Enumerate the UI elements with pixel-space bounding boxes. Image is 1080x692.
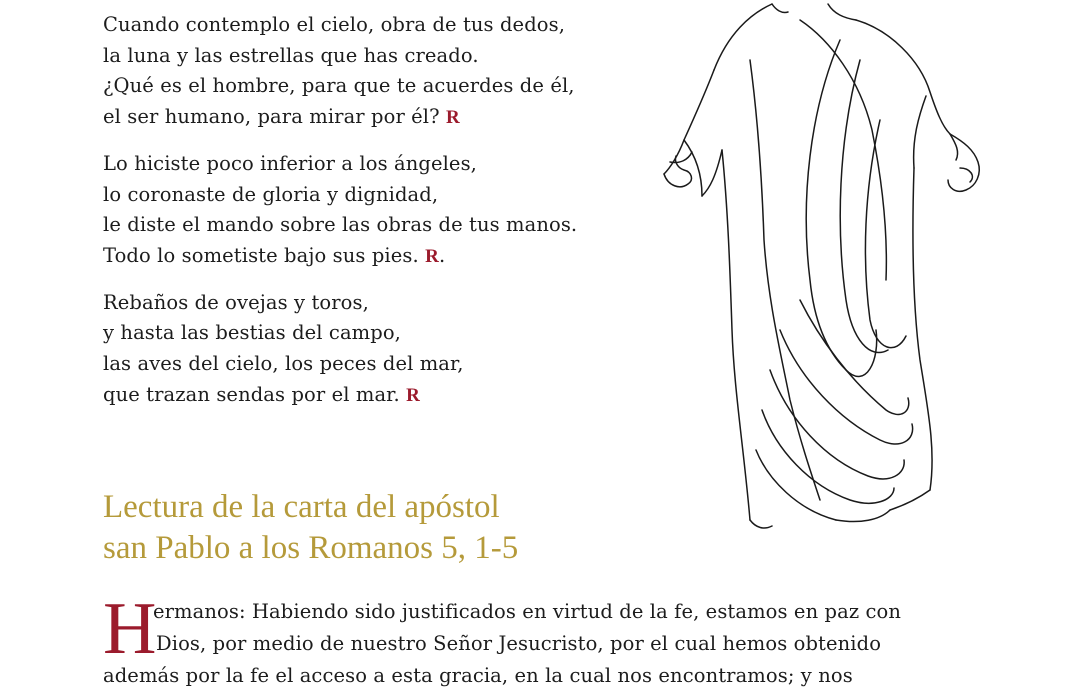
psalm-stanza-2	[103, 149, 577, 273]
psalm-stanza-1	[103, 10, 577, 134]
psalm-line: Rebaños de ovejas y toros,	[103, 290, 369, 314]
reading-line: Dios, por medio de nuestro Señor Jesucristo, por el cual hemos obtenido	[156, 632, 882, 655]
psalm-line: Lo hiciste poco inferior a los ángeles,	[103, 151, 477, 175]
psalm-line-text: que trazan sendas por el mar.	[103, 382, 400, 406]
reading-body	[103, 588, 933, 692]
psalm-line: las aves del cielo, los peces del mar,	[103, 352, 464, 376]
response-trailing: .	[438, 243, 446, 267]
psalm-line: y hasta las bestias del campo,	[103, 321, 401, 345]
psalm-line: la luna y las estrellas que has creado.	[103, 43, 479, 67]
reading-heading-line: san Pablo a los Romanos 5, 1-5	[103, 530, 519, 566]
psalm-line-last	[103, 380, 577, 412]
psalm-line-last	[103, 102, 577, 134]
psalm-line: le diste el mando sobre las obras de tus manos.	[103, 213, 578, 237]
psalm-line: Cuando contemplo el cielo, obra de tus dedos,	[103, 13, 566, 36]
psalm-stanza-3	[103, 288, 577, 412]
reading-line: ermanos: Habiendo sido justificados en virtud de la fe, estamos en paz con	[153, 600, 902, 623]
reading-heading-line: Lectura de la carta del apóstol	[103, 489, 500, 525]
reading-line: además por la fe el acceso a esta gracia, en la cual nos encontramos; y nos	[103, 664, 853, 687]
psalm-line: lo coronaste de gloria y dignidad,	[103, 182, 439, 206]
response-marker: R	[406, 384, 420, 406]
psalm-text	[103, 10, 577, 426]
psalm-line-text: Todo lo sometiste bajo sus pies.	[103, 243, 419, 267]
drop-cap: H	[103, 588, 157, 670]
response-marker: R	[425, 245, 439, 267]
psalm-line: ¿Qué es el hombre, para que te acuerdes de él,	[103, 74, 575, 98]
robed-figure-line-art-icon	[650, 0, 990, 540]
psalm-line-last	[103, 241, 577, 273]
psalm-line-text: el ser humano, para mirar por él?	[103, 105, 440, 129]
response-marker: R	[446, 107, 460, 129]
reading-heading	[103, 487, 518, 569]
